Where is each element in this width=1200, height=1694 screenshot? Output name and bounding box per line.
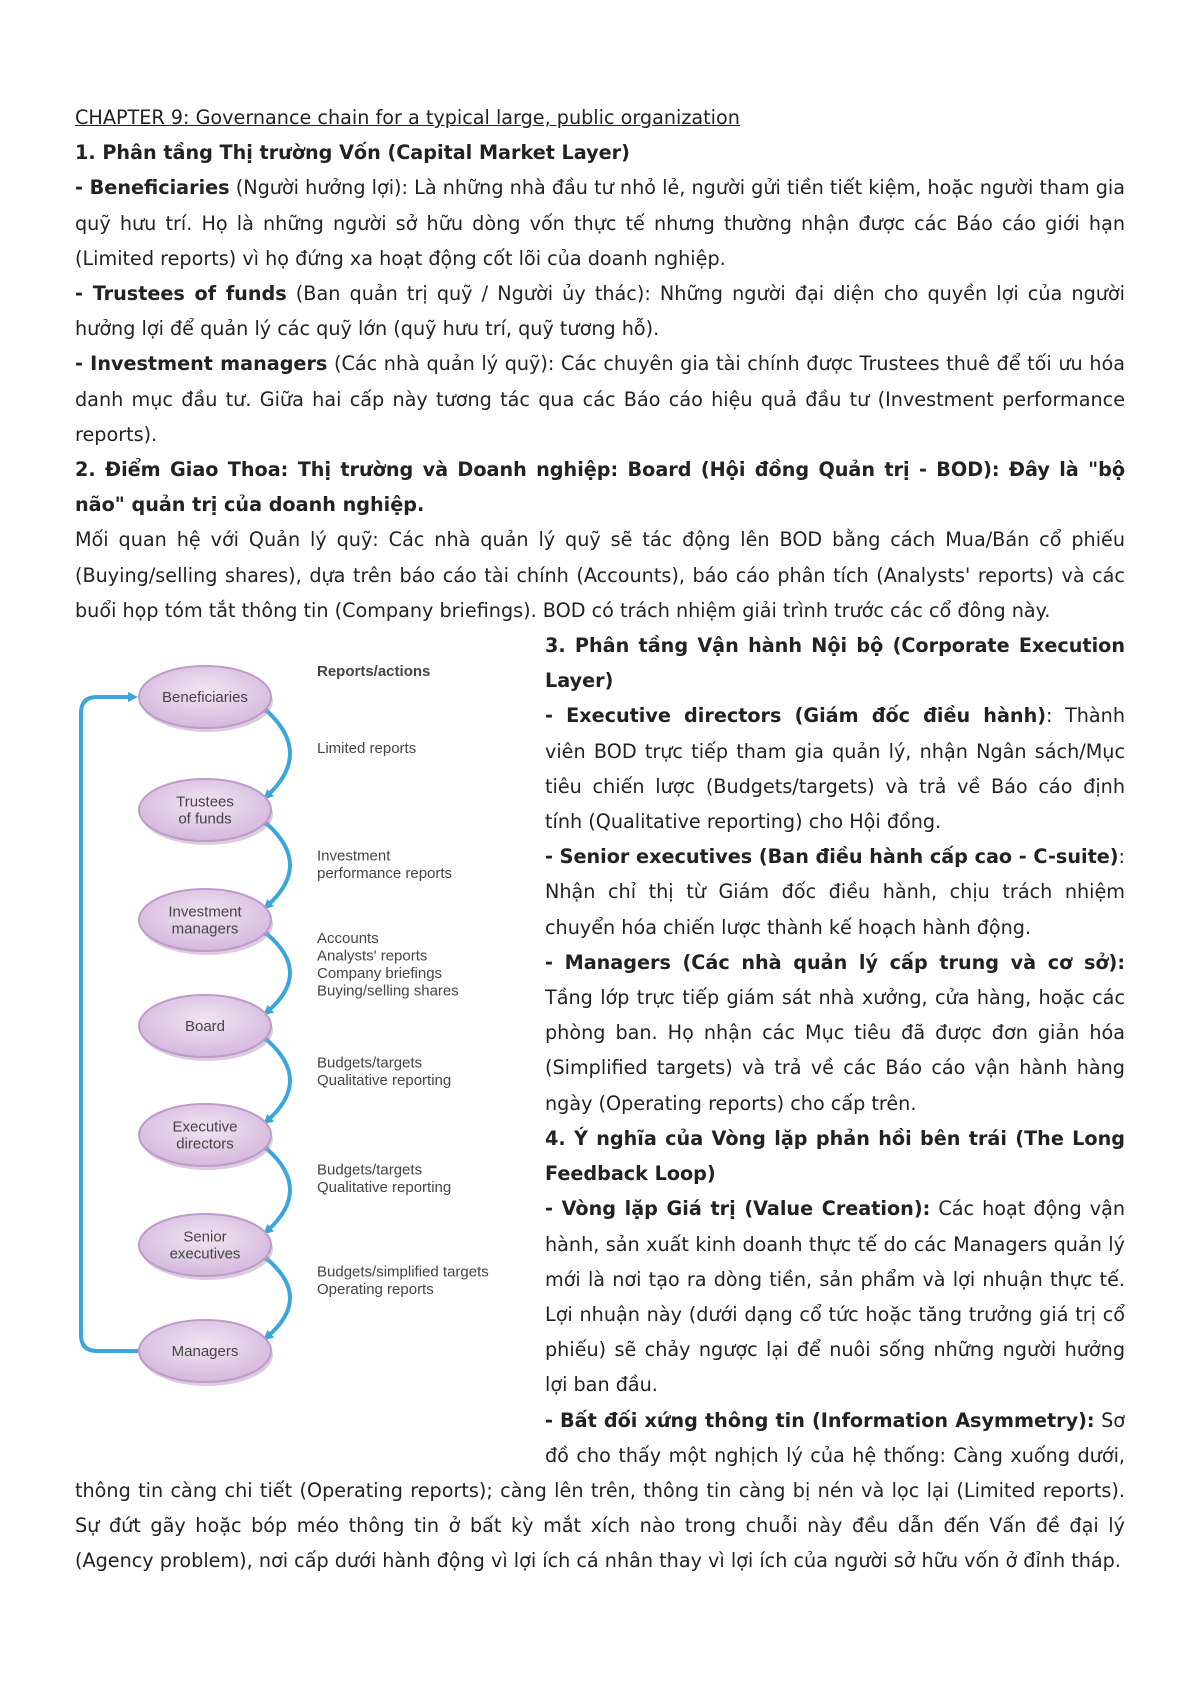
node-label: Trustees [176, 793, 234, 811]
diagram-header: Reports/actions [317, 663, 431, 681]
node-label: Senior [183, 1228, 227, 1246]
managers-paragraph: - Managers (Các nhà quản lý cấp trung và cơ sở): Tầng lớp trực tiếp giám sát nhà xưởng, cửa hàng, hoặc các phòng ban. Họ nhận các Mục tiêu đã được đơn giản hóa (Simplified targets) và trả về các Báo cáo vận hành hàng ngày (Operating reports) cho cấp trên. [545, 950, 1125, 1115]
chapter-title: CHAPTER 9: Governance chain for a typical large, public organization [75, 106, 740, 129]
report-label: Investment [317, 847, 391, 865]
node-label: executives [169, 1245, 241, 1263]
node-label: Board [184, 1018, 226, 1036]
node-label: Beneficiaries [162, 689, 248, 707]
section-3-heading: 3. Phân tầng Vận hành Nội bộ (Corporate Execution Layer) [545, 634, 1125, 693]
report-label: Budgets/targets [317, 1054, 423, 1072]
section-1-heading: 1. Phân tầng Thị trường Vốn (Capital Market Layer) [75, 141, 630, 165]
node-label: Investment [168, 903, 242, 921]
feedback-loop-arrow [81, 697, 139, 1351]
report-label: Limited reports [317, 740, 417, 758]
fund-manager-relation-paragraph: Mối quan hệ với Quản lý quỹ: Các nhà quản lý quỹ sẽ tác động lên BOD bằng cách Mua/Bán cổ phiếu (Buying/selling shares), dựa trên báo cáo tài chính (Accounts), báo cáo phân tích (Analysts' reports) và các buổi họp tóm tắt thông tin (Company briefings). BOD có trách nhiệm giải trình trước các cổ đông này. [75, 528, 1125, 622]
node-label: Managers [171, 1343, 239, 1361]
report-label: Buying/selling shares [317, 982, 459, 1000]
report-label: Analysts' reports [317, 947, 428, 965]
value-creation-paragraph: - Vòng lặp Giá trị (Value Creation): Các hoạt động vận hành, sản xuất kinh doanh thực tế do các Managers quản lý mới là nơi tạo ra dòng tiền, sản phẩm và lợi nhuận thực tế. Lợi nhuận này (dưới dạng cổ tức hoặc tăng trưởng giá trị cổ phiếu) sẽ chảy ngược lại để nuôi sống những người hưởng lợi ban đầu. [545, 1197, 1125, 1397]
section-2-heading: 2. Điểm Giao Thoa: Thị trường và Doanh nghiệp: Board (Hội đồng Quản trị - BOD): Đây là "bộ não" quản trị của doanh nghiệp. [75, 458, 1125, 517]
link-arrow-1 [267, 711, 290, 796]
senior-executives-paragraph: - Senior executives (Ban điều hành cấp cao - C-suite): Nhận chỉ thị từ Giám đốc điều hành, chịu trách nhiệm chuyển hóa chiến lược thành kế hoạch hành động. [545, 845, 1125, 939]
node-label: directors [176, 1135, 234, 1153]
report-label: Accounts [317, 929, 379, 947]
diagram-and-text [75, 628, 1125, 1578]
link-arrow-5 [267, 1149, 290, 1231]
link-arrow-6 [267, 1259, 290, 1337]
information-asymmetry-paragraph: - Bất đối xứng thông tin (Information Asymmetry): Sơ đồ cho thấy một nghịch lý của hệ thống: Càng xuống dưới, thông tin càng chi tiết (Operating reports); càng lên trên, thông tin càng bị nén và lọc lại (Limited reports). Sự đứt gãy hoặc bóp méo thông tin ở bất kỳ mắt xích nào trong chuỗi này đều dẫn đến Vấn đề đại lý (Agency problem), nơi cấp dưới hành động vì lợi ích cá nhân thay vì lợi ích của người sở hữu vốn ở đỉnh tháp. [75, 1408, 1125, 1573]
report-label: Qualitative reporting [317, 1178, 452, 1196]
executive-directors-paragraph: - Executive directors (Giám đốc điều hành): Thành viên BOD trực tiếp tham gia quản lý, nhận Ngân sách/Mục tiêu chiến lược (Budgets/targets) và trả về Báo cáo định tính (Qualitative reporting) cho Hội đồng. [545, 704, 1125, 834]
link-arrow-2 [267, 824, 290, 906]
report-label: Operating reports [317, 1280, 434, 1298]
report-label: Budgets/targets [317, 1161, 423, 1179]
link-arrow-4 [267, 1040, 290, 1121]
report-label: Company briefings [317, 964, 443, 982]
node-label: Executive [172, 1118, 238, 1136]
report-label: performance reports [317, 864, 453, 882]
beneficiaries-paragraph: - Beneficiaries (Người hưởng lợi): Là những nhà đầu tư nhỏ lẻ, người gửi tiền tiết kiệm, hoặc người tham gia quỹ hưu trí. Họ là những người sở hữu dòng vốn thực tế nhưng thường nhận được các Báo cáo giới hạn (Limited reports) vì họ đứng xa hoạt động cốt lõi của doanh nghiệp. [75, 176, 1125, 270]
report-label: Budgets/simplified targets [317, 1263, 489, 1281]
trustees-paragraph: - Trustees of funds (Ban quản trị quỹ / Người ủy thác): Những người đại diện cho quyền lợi của người hưởng lợi để quản lý các quỹ lớn (quỹ hưu trí, quỹ tương hỗ). [75, 282, 1125, 341]
node-label: of funds [178, 810, 232, 828]
node-label: managers [171, 920, 239, 938]
governance-chain-diagram [75, 628, 537, 1458]
document-body [75, 100, 1125, 1579]
report-label: Qualitative reporting [317, 1071, 452, 1089]
link-arrow-3 [267, 934, 290, 1012]
section-4-heading: 4. Ý nghĩa của Vòng lặp phản hồi bên trái (The Long Feedback Loop) [545, 1126, 1125, 1186]
diagram-svg [75, 628, 537, 1458]
investment-managers-paragraph: - Investment managers (Các nhà quản lý quỹ): Các chuyên gia tài chính được Trustees thuê để tối ưu hóa danh mục đầu tư. Giữa hai cấp này tương tác qua các Báo cáo hiệu quả đầu tư (Investment performance reports). [75, 352, 1125, 446]
